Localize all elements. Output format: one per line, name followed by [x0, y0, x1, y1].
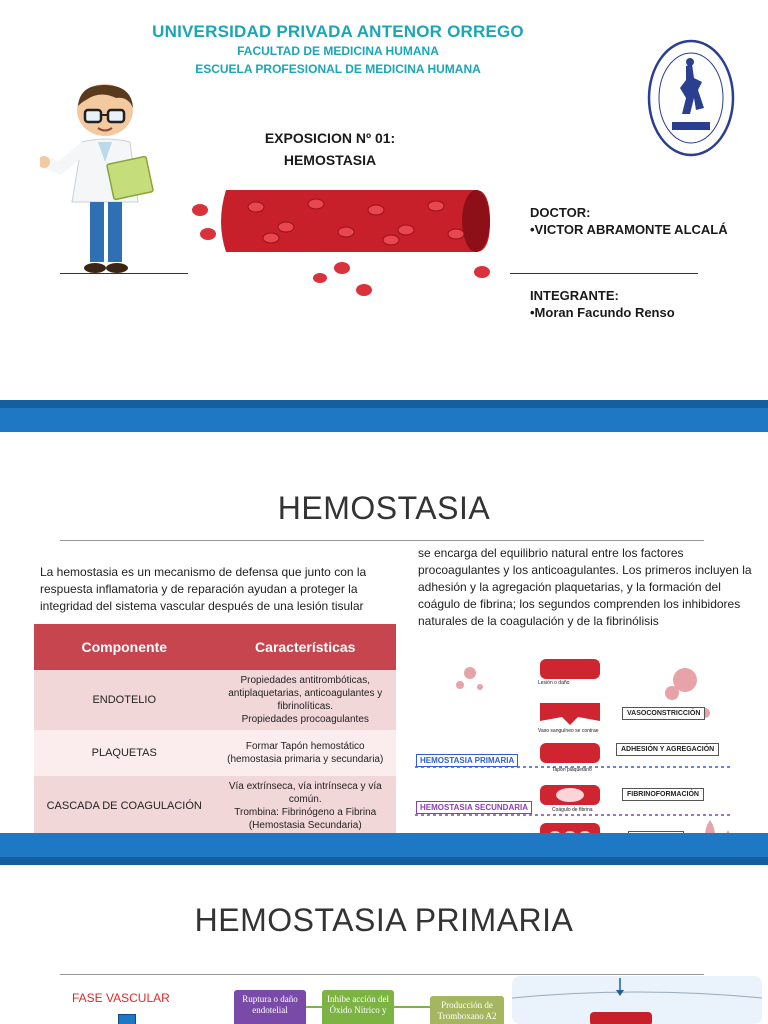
doctor-label: DOCTOR: [530, 205, 591, 220]
slide2-title: HEMOSTASIA [277, 490, 491, 526]
secondary-hemostasis-tag: HEMOSTASIA SECUNDARIA [416, 801, 532, 814]
fibrin-formation-tag: FIBRINOFORMACIÓN [622, 788, 704, 801]
flow-arrow-2 [394, 1006, 430, 1008]
feature-line: Vía extrínseca, vía intrínseca y vía [228, 781, 382, 792]
slide-separator-bottom-2 [0, 857, 768, 865]
step-plug-label: Tapón plaquetario [552, 767, 592, 773]
table-row [34, 776, 396, 836]
title-underline [60, 540, 704, 541]
primary-hemostasis-tag: HEMOSTASIA PRIMARIA [416, 754, 518, 767]
components-table [34, 624, 396, 836]
row-component: ENDOTELIO [34, 670, 215, 730]
university-title: UNIVERSIDAD PRIVADA ANTENOR ORREGO [152, 22, 524, 41]
feature-line: (Hemostasia Secundaria) [248, 820, 362, 831]
adhesion-tag: ADHESIÓN Y AGREGACIÓN [616, 743, 719, 756]
table-header-features: Características [215, 624, 397, 670]
phase-marker [118, 1014, 136, 1024]
row-features [215, 730, 397, 776]
vasoconstriction-tag: VASOCONSTRICCIÓN [622, 707, 705, 720]
slide-separator-top [0, 400, 768, 408]
table-row [34, 670, 396, 730]
flow-step-rupture: Ruptura o daño endotelial [234, 990, 306, 1024]
feature-line: Propiedades antitrombóticas, [240, 675, 371, 686]
row-component: CASCADA DE COAGULACIÓN [34, 776, 215, 836]
table-header-component: Componente [34, 624, 215, 670]
blood-vessel-icon [186, 182, 498, 302]
divider-left [60, 273, 188, 274]
feature-line: Propiedades procoagulantes [241, 714, 369, 725]
faculty-name: FACULTAD DE MEDICINA HUMANA [237, 44, 439, 58]
step-contraction-label: Vaso sanguíneo se contrae [538, 728, 599, 734]
exposition-topic: HEMOSTASIA [283, 152, 377, 168]
slide3-underline [60, 974, 704, 975]
slide-separator-bottom [0, 408, 768, 432]
flow-step-nitric-oxide: Inhibe acción del Óxido Nítrico y [322, 990, 394, 1024]
row-features [215, 776, 397, 836]
row-component: PLAQUETAS [34, 730, 215, 776]
slide-separator-top-2 [0, 833, 768, 857]
exposition-number: EXPOSICION Nº 01: [264, 130, 396, 146]
row-features [215, 670, 397, 730]
balance-paragraph: se encarga del equilibrio natural entre los factores procoagulantes y los anticoagulantes. Los primeros incluyen la adhesión y la agregación plaquetarias, y la formación del coágulo de fibrina; los segundos comprenden los inhibidores naturales de la coagulación y de la fibrinólisis [418, 546, 752, 628]
member-label: INTEGRANTE: [530, 288, 619, 303]
exposition-heading [215, 127, 445, 171]
doctor-cartoon-icon [40, 82, 160, 277]
feature-line: antiplaquetarias, anticoagulantes y [228, 688, 383, 699]
flow-step-thromboxane: Producción de Tromboxano A2 [430, 996, 504, 1024]
feature-line: común. [288, 794, 322, 805]
feature-line: Trombina: Fibrinógeno a Fibrina [234, 807, 377, 818]
school-name: ESCUELA PROFESIONAL DE MEDICINA HUMANA [195, 62, 481, 76]
university-seal-icon [646, 38, 736, 158]
feature-line: (hemostasia primaria y secundaria) [227, 754, 384, 765]
vessel-wall-icon [512, 976, 762, 1024]
vascular-phase-label: FASE VASCULAR [72, 991, 170, 1005]
doctor-name: •VICTOR ABRAMONTE ALCALÁ [530, 222, 728, 237]
flow-arrow-1 [306, 1006, 322, 1008]
intro-paragraph: La hemostasia es un mecanismo de defensa que junto con la respuesta inflamatoria y de reparación ayudan a proteger la integridad del sistema vascular después de una lesión tisular [40, 565, 367, 613]
member-name: •Moran Facundo Renso [530, 305, 675, 320]
table-row [34, 730, 396, 776]
slide3-title: HEMOSTASIA PRIMARIA [194, 902, 574, 938]
feature-line: Formar Tapón hemostático [245, 741, 365, 752]
feature-line: fibrinolíticas. [277, 701, 334, 712]
step-clot-label: Coágulo de fibrina [552, 807, 593, 813]
title-slide [0, 0, 768, 400]
divider-right [510, 273, 698, 274]
step-injury-label: Lesión o daño [538, 680, 570, 686]
